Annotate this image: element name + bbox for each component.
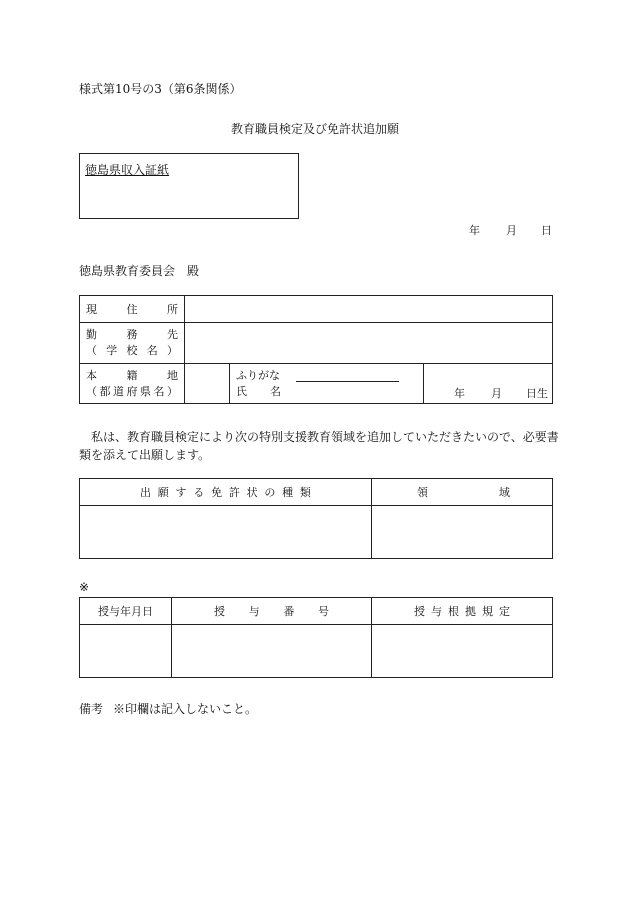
date-day-label: 日	[541, 224, 552, 237]
date-year-label: 年	[469, 224, 480, 237]
statement-line-2: 類を添えて出願します。	[79, 448, 211, 462]
form-number: 様式第10号の3（第6条関係）	[79, 82, 242, 96]
address-field[interactable]	[185, 296, 553, 323]
license-type-entry-row	[80, 506, 553, 559]
domain-header: 領 域	[372, 479, 553, 506]
address-row	[80, 296, 553, 323]
remarks-text: ※印欄は記入しないこと。	[113, 702, 258, 716]
statement-line-1: 私は、教育職員検定により次の特別支援教育領域を追加していただきたいので、必要書	[91, 430, 559, 444]
applicant-info-table	[79, 295, 553, 404]
remarks-label: 備考	[79, 702, 104, 716]
workplace-row	[80, 323, 553, 364]
revenue-stamp-box	[79, 153, 299, 219]
domicile-row	[80, 364, 553, 404]
grant-basis-field[interactable]	[372, 625, 553, 678]
license-type-header-row	[80, 479, 553, 506]
birth-date-cell[interactable]	[424, 364, 553, 404]
grant-info-table	[79, 597, 553, 678]
birth-month-label: 月	[491, 387, 503, 400]
name-cell	[230, 364, 424, 404]
addressee: 徳島県教育委員会 殿	[79, 264, 200, 278]
license-type-header: 出 願 す る 免 許 状 の 種 類	[80, 479, 372, 506]
license-type-field[interactable]	[80, 506, 372, 559]
grant-entry-row	[80, 625, 553, 678]
furigana-label: ふりがな	[236, 368, 280, 382]
grant-number-header: 授 与 番 号	[172, 598, 372, 625]
domain-field[interactable]	[372, 506, 553, 559]
grant-date-header: 授与年月日	[80, 598, 172, 625]
kome-mark: ※	[79, 580, 90, 594]
document-title: 教育職員検定及び免許状追加願	[230, 122, 399, 136]
birth-year-label: 年	[454, 387, 466, 400]
license-type-table	[79, 478, 553, 559]
name-label: 氏 名	[236, 384, 281, 398]
date-month-label: 月	[506, 224, 517, 237]
birth-day-label: 日生	[526, 387, 549, 400]
workplace-field[interactable]	[185, 323, 553, 364]
grant-date-field[interactable]	[80, 625, 172, 678]
revenue-stamp-label: 徳島県収入証紙	[85, 163, 170, 177]
domicile-field[interactable]	[185, 364, 230, 404]
grant-basis-header: 授 与 根 拠 規 定	[372, 598, 553, 625]
grant-header-row	[80, 598, 553, 625]
grant-number-field[interactable]	[172, 625, 372, 678]
workplace-label: 勤 務 先 （ 学 校 名 ）	[80, 323, 185, 364]
domicile-label: 本 籍 地 （ 都 道 府 県 名 ）	[80, 364, 185, 404]
furigana-underline	[296, 381, 399, 382]
address-label: 現 住 所	[80, 296, 185, 323]
